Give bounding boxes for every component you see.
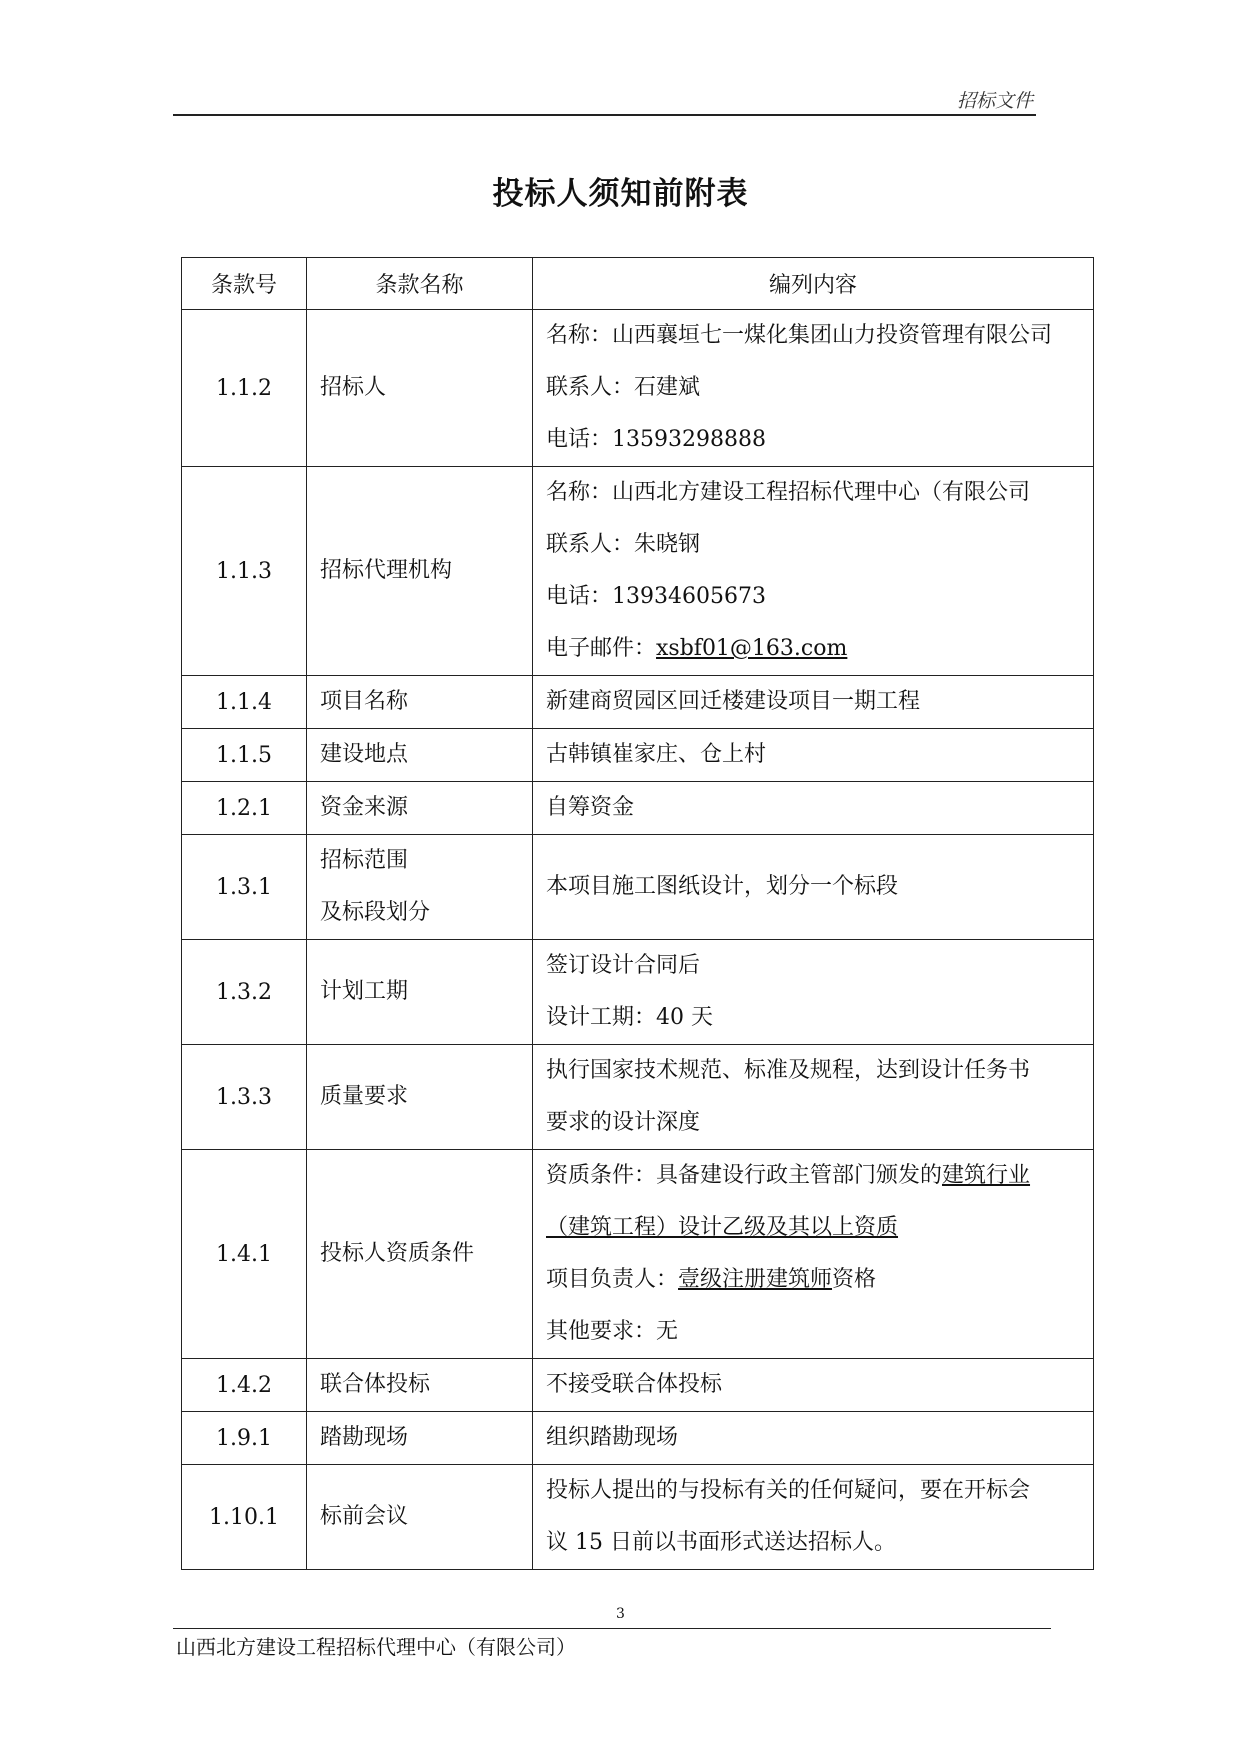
content-text: 要求的设计深度 — [546, 1110, 701, 1135]
underlined-text: 壹级注册建筑师 — [678, 1267, 833, 1292]
content-line — [546, 729, 1089, 781]
content-line — [546, 1254, 1089, 1306]
clause-number: 1.2.1 — [182, 782, 307, 835]
clause-content — [533, 1412, 1094, 1465]
footer-rule — [173, 1628, 1051, 1629]
content-text: 签订设计合同后 — [546, 953, 701, 978]
content-line — [546, 414, 1089, 466]
table-row — [182, 835, 1094, 940]
clause-number: 1.4.1 — [182, 1150, 307, 1359]
clause-name — [307, 1359, 533, 1412]
clause-number: 1.1.3 — [182, 467, 307, 676]
content-text: 古韩镇崔家庄、仓上村 — [546, 742, 767, 767]
clause-name — [307, 467, 533, 676]
clause-content — [533, 782, 1094, 835]
clause-number: 1.9.1 — [182, 1412, 307, 1465]
clause-name — [307, 1045, 533, 1150]
content-text: 资质条件：具备建设行政主管部门颁发的 — [546, 1163, 943, 1188]
clause-name-line: 资金来源 — [320, 795, 409, 820]
table-row — [182, 1465, 1094, 1570]
clause-name-line: 招标人 — [320, 375, 387, 400]
content-text: 电话：13934605673 — [546, 584, 766, 609]
content-text: 名称：山西北方建设工程招标代理中心（有限公司 — [546, 480, 1031, 505]
content-line — [546, 1306, 1089, 1358]
table-row — [182, 940, 1094, 1045]
clause-name — [307, 835, 533, 940]
clause-content — [533, 676, 1094, 729]
content-text: 投标人提出的与投标有关的任何疑问，要在开标会 — [546, 1478, 1031, 1503]
underlined-text: （建筑工程）设计乙级及其以上资质 — [546, 1215, 899, 1240]
content-line — [546, 1465, 1089, 1517]
header-clause-name: 条款名称 — [307, 258, 533, 310]
clause-content — [533, 1150, 1094, 1359]
table-row — [182, 1412, 1094, 1465]
clause-name — [307, 782, 533, 835]
content-line — [546, 310, 1089, 362]
page-title: 投标人须知前附表 — [492, 176, 749, 212]
clause-number: 1.3.3 — [182, 1045, 307, 1150]
content-text: 电话：13593298888 — [546, 427, 766, 452]
clause-number: 1.3.1 — [182, 835, 307, 940]
clause-name-line: 联合体投标 — [320, 1372, 431, 1397]
header-content: 编列内容 — [533, 258, 1094, 310]
content-line — [546, 467, 1089, 519]
clause-name — [307, 940, 533, 1045]
clause-name — [307, 1412, 533, 1465]
clause-number: 1.1.2 — [182, 310, 307, 467]
clause-number: 1.3.2 — [182, 940, 307, 1045]
content-line — [546, 1517, 1089, 1569]
clause-name-line: 计划工期 — [320, 979, 409, 1004]
content-text: 新建商贸园区回迁楼建设项目一期工程 — [546, 689, 921, 714]
clause-name-line: 招标代理机构 — [320, 558, 453, 583]
content-text: 议 15 日前以书面形式送达招标人。 — [546, 1530, 896, 1555]
content-text: 执行国家技术规范、标准及规程，达到设计任务书 — [546, 1058, 1031, 1083]
clause-number: 1.4.2 — [182, 1359, 307, 1412]
clause-name-line: 踏勘现场 — [320, 1425, 409, 1450]
table-row — [182, 1045, 1094, 1150]
clause-name-line: 质量要求 — [320, 1084, 409, 1109]
content-line — [546, 676, 1089, 728]
content-line — [546, 362, 1089, 414]
content-line — [546, 1097, 1089, 1149]
content-line — [546, 519, 1089, 571]
content-text: 不接受联合体投标 — [546, 1372, 723, 1397]
table-row — [182, 676, 1094, 729]
footer-label: 山西北方建设工程招标代理中心（有限公司） — [176, 1635, 576, 1659]
clause-name-line: 标前会议 — [320, 1504, 409, 1529]
content-line — [546, 623, 1089, 675]
clause-content — [533, 1045, 1094, 1150]
content-text: 组织踏勘现场 — [546, 1425, 679, 1450]
content-text: 设计工期：40 天 — [546, 1005, 713, 1030]
content-line — [546, 571, 1089, 623]
clause-content — [533, 835, 1094, 940]
underlined-text: xsbf01@163.com — [656, 636, 848, 661]
table-row — [182, 310, 1094, 467]
clause-content — [533, 467, 1094, 676]
content-line — [546, 1045, 1089, 1097]
clause-name-line: 及标段划分 — [320, 900, 431, 925]
clause-name-line: 建设地点 — [320, 742, 409, 767]
clause-name-line: 投标人资质条件 — [320, 1241, 475, 1266]
content-line — [546, 1150, 1089, 1202]
content-line — [546, 1412, 1089, 1464]
content-line — [546, 940, 1089, 992]
content-line — [546, 861, 1089, 913]
clause-name — [307, 1150, 533, 1359]
header-label: 招标文件 — [956, 90, 1033, 112]
clause-name-line: 项目名称 — [320, 689, 409, 714]
clause-content — [533, 729, 1094, 782]
page-number: 3 — [616, 1606, 625, 1622]
content-text: 自筹资金 — [546, 795, 635, 820]
table-row — [182, 1359, 1094, 1412]
table-body — [182, 310, 1094, 1570]
content-text: 本项目施工图纸设计，划分一个标段 — [546, 874, 899, 899]
clause-number: 1.10.1 — [182, 1465, 307, 1570]
clause-name — [307, 729, 533, 782]
table-row — [182, 729, 1094, 782]
clause-name — [307, 1465, 533, 1570]
content-text: 项目负责人： — [546, 1267, 679, 1292]
bidder-instructions-table — [181, 257, 1094, 1570]
content-text: 资格 — [832, 1267, 877, 1292]
content-text: 联系人：石建斌 — [546, 375, 701, 400]
content-text: 电子邮件： — [546, 636, 657, 661]
content-text: 名称：山西襄垣七一煤化集团山力投资管理有限公司 — [546, 323, 1053, 348]
content-line — [546, 992, 1089, 1044]
table-row — [182, 467, 1094, 676]
content-text: 其他要求：无 — [546, 1319, 679, 1344]
clause-content — [533, 1465, 1094, 1570]
table-row — [182, 782, 1094, 835]
content-line — [546, 782, 1089, 834]
content-line — [546, 1202, 1089, 1254]
clause-number: 1.1.4 — [182, 676, 307, 729]
clause-name-line: 招标范围 — [320, 848, 409, 873]
clause-name — [307, 310, 533, 467]
table-header-row — [182, 258, 1094, 310]
table-row — [182, 1150, 1094, 1359]
underlined-text: 建筑行业 — [942, 1163, 1031, 1188]
clause-number: 1.1.5 — [182, 729, 307, 782]
header-rule — [173, 114, 1036, 116]
content-text: 联系人：朱晓钢 — [546, 532, 701, 557]
header-clause-number: 条款号 — [182, 258, 307, 310]
clause-content — [533, 940, 1094, 1045]
content-line — [546, 1359, 1089, 1411]
clause-content — [533, 310, 1094, 467]
clause-content — [533, 1359, 1094, 1412]
clause-name — [307, 676, 533, 729]
